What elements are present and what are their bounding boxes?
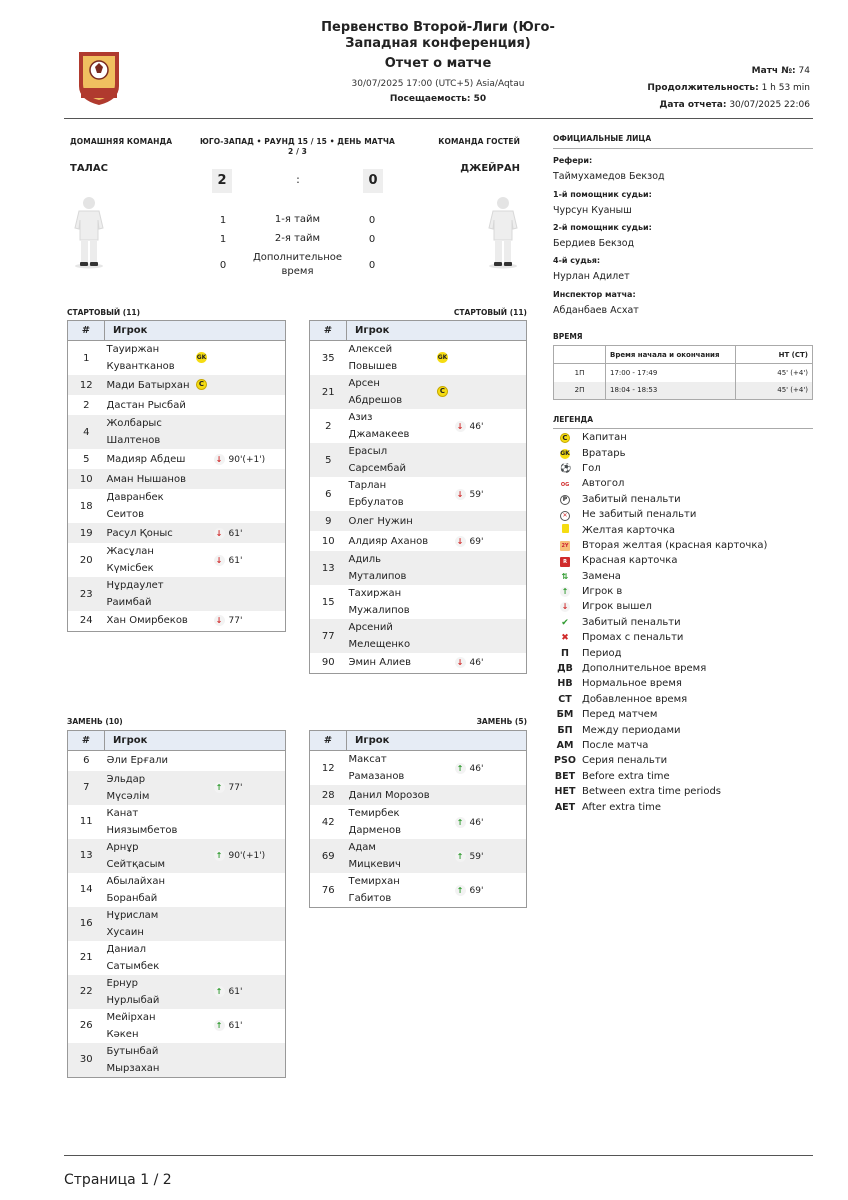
player-row (68, 873, 286, 907)
sub-minute: 61' (228, 555, 243, 566)
legend-divider (553, 428, 813, 429)
home-score: 2 (212, 169, 232, 193)
page-number: Страница 1 / 2 (64, 1172, 172, 1188)
legend-abbr: HET (554, 786, 576, 798)
player-row (68, 1009, 286, 1043)
legend-text: Капитан (582, 432, 627, 444)
legend-item (553, 507, 767, 522)
sub-minute: 46' (469, 763, 484, 774)
player-name: Темирбек Дарменов (348, 808, 402, 836)
sub-minute: 61' (228, 1021, 243, 1031)
official-assistant-1: 1-й помощник судьи: Чурсун Куаныш (553, 190, 652, 216)
home-kit-icon (72, 196, 106, 270)
legend-abbr: ДВ (557, 663, 573, 675)
player-number: 11 (79, 816, 93, 827)
player-out-icon: ↓ (455, 421, 466, 432)
player-in-icon: ↑ (214, 986, 225, 997)
player-row (310, 653, 527, 673)
player-number: 15 (321, 596, 335, 608)
sub-minute: 61' (228, 528, 243, 539)
home-team-name: ТАЛАС (70, 163, 108, 174)
player-in-icon: ↑ (455, 763, 466, 774)
player-number: 90 (321, 657, 335, 669)
legend-text: Между периодами (582, 724, 681, 736)
score-separator: : (296, 173, 300, 186)
player-name: Ернур Нурлыбай (105, 975, 190, 1009)
legend-item (553, 476, 767, 491)
legend-text: Дополнительное время (582, 663, 707, 675)
legend-item (553, 569, 767, 584)
legend-item (553, 707, 767, 722)
player-name: Мейірхан Кәкен (106, 1011, 156, 1040)
legend-text: Нормальное время (582, 678, 682, 690)
league-logo (75, 50, 123, 106)
legend-text: Период (582, 647, 622, 659)
player-name: Тарлан Ербулатов (348, 480, 404, 508)
player-number: 4 (68, 415, 105, 449)
player-name: Абылайхан Боранбай (106, 875, 166, 904)
player-number: 14 (79, 884, 93, 895)
legend-abbr: НВ (557, 678, 573, 690)
time-table: Время начала и окончания HT (СТ) 1П 17:00 - 17:49 45' (+4') 2П 18:04 - 18:53 45' (+4') (553, 345, 813, 400)
legend-pso-scored-icon: ✔ (561, 617, 569, 628)
player-number: 69 (310, 839, 347, 873)
player-name: Расул Қоныс (105, 523, 190, 543)
player-out-icon: ↓ (214, 615, 225, 626)
player-name: Эмин Алиев (348, 657, 412, 669)
player-out-icon: ↓ (214, 528, 225, 539)
captain-icon: C (196, 379, 207, 390)
sub-minute: 59' (469, 489, 484, 500)
player-row (68, 415, 286, 449)
player-out-icon: ↓ (455, 657, 466, 668)
player-name: Эльдар Мүсәлім (105, 771, 190, 805)
legend-text: Перед матчем (582, 709, 658, 721)
legend-text: Before extra time (582, 770, 670, 782)
player-row (310, 443, 527, 477)
player-row (310, 477, 527, 511)
player-row (310, 409, 527, 443)
legend-title: ЛЕГЕНДА (553, 415, 594, 424)
player-name: Максат Рамазанов (348, 754, 405, 782)
player-row (68, 975, 286, 1009)
legend-item (553, 738, 767, 753)
player-row (68, 341, 286, 376)
legend-in-icon: ↑ (561, 587, 569, 597)
legend-pso-missed-icon: ✖ (561, 633, 569, 644)
legend-text: Гол (582, 462, 601, 474)
col-number-header: # (68, 321, 105, 341)
legend-item (553, 692, 767, 707)
player-row (310, 873, 527, 908)
legend-abbr: СТ (558, 693, 572, 705)
sub-minute: 61' (228, 987, 243, 997)
player-number: 28 (310, 785, 347, 805)
attendance: Посещаемость: 50 (389, 94, 487, 104)
player-name: Әли Ерғали (106, 755, 169, 767)
player-name: Тауиржан Кувантканов (106, 344, 175, 372)
player-number: 12 (321, 762, 335, 774)
sub-minute: 69' (469, 885, 484, 896)
legend-text: Игрок вышел (582, 601, 652, 613)
legend-item (553, 553, 767, 568)
player-number: 35 (321, 352, 335, 364)
report-title: Первенство Второй-Лиги (Юго-Западная конференция) (321, 20, 555, 51)
col-player-header: Игрок (105, 321, 286, 341)
player-name: Данил Морозов (347, 785, 431, 805)
player-row (310, 839, 527, 873)
player-number: 9 (310, 511, 347, 531)
legend-own-goal-icon: OG (560, 481, 570, 488)
match-meta: Матч №: 74 Продолжительность: 1 h 53 min Дата отчета: 30/07/2025 22:06 (647, 66, 810, 110)
player-row (310, 619, 527, 653)
legend-text: Игрок в (582, 586, 623, 598)
legend-item (553, 461, 767, 476)
player-name: Мади Батырхан (105, 375, 190, 395)
player-number: 26 (79, 1020, 93, 1031)
player-name: Жолбарыс Шалтенов (105, 415, 190, 449)
player-row (68, 577, 286, 611)
player-row (68, 805, 286, 839)
player-name: Мадияр Абдеш (106, 453, 186, 465)
player-row (68, 1043, 286, 1078)
legend-pen-missed-icon: ✕ (553, 509, 577, 521)
player-number: 20 (79, 554, 93, 566)
legend-list (553, 430, 767, 815)
goalkeeper-icon: GK (196, 354, 207, 362)
sub-minute: 59' (469, 851, 484, 862)
legend-item (553, 445, 767, 460)
player-number: 13 (310, 551, 347, 585)
officials-title: ОФИЦИАЛЬНЫЕ ЛИЦА (553, 134, 652, 143)
legend-text: Забитый пенальти (582, 616, 681, 628)
player-name: Азиз Джамакеев (348, 412, 410, 440)
player-number: 10 (68, 469, 105, 489)
player-out-icon: ↓ (214, 454, 225, 465)
player-row (68, 941, 286, 975)
legend-abbr: BET (554, 770, 576, 782)
player-in-icon: ↑ (214, 850, 225, 861)
legend-item (553, 784, 767, 799)
legend-text: Серия пенальти (582, 755, 668, 767)
home-team-label: ДОМАШНЯЯ КОМАНДА (70, 137, 173, 146)
time-row: 1П 17:00 - 17:49 45' (+4') (554, 364, 813, 382)
player-number: 5 (83, 453, 90, 465)
player-number: 77 (310, 619, 347, 653)
legend-text: Не забитый пенальти (582, 509, 697, 521)
sub-minute: 77' (228, 783, 243, 793)
player-number: 16 (68, 907, 105, 941)
player-row (68, 543, 286, 577)
footer-divider (64, 1155, 813, 1156)
away-team-name: ДЖЕЙРАН (460, 163, 520, 174)
legend-text: Вратарь (582, 447, 626, 459)
away-starting-label: СТАРТОВЫЙ (11) (453, 308, 527, 317)
legend-abbr: PSO (554, 755, 576, 767)
legend-item (553, 492, 767, 507)
legend-text: Добавленное время (582, 693, 688, 705)
legend-captain-icon: C (553, 432, 577, 443)
player-number: 42 (321, 816, 335, 828)
legend-abbr: БМ (556, 709, 574, 721)
sub-minute: 46' (469, 658, 484, 669)
player-in-icon: ↑ (214, 1020, 225, 1031)
player-name: Темирхан Габитов (348, 876, 400, 904)
legend-abbr: П (561, 647, 569, 659)
col-number-header: # (310, 321, 347, 341)
legend-text: Забитый пенальти (582, 493, 681, 505)
legend-abbr: AET (554, 801, 576, 813)
player-name: Бутынбай Мырзахан (105, 1043, 190, 1078)
legend-gk-icon: GK (560, 450, 570, 458)
legend-item (553, 676, 767, 691)
player-number: 18 (79, 500, 93, 512)
legend-text: Вторая желтая (красная карточка) (582, 539, 768, 551)
legend-abbr: БП (557, 724, 573, 736)
player-row (310, 751, 527, 786)
player-number: 24 (79, 615, 93, 627)
player-out-icon: ↓ (455, 489, 466, 500)
player-number: 10 (321, 535, 335, 547)
home-starting-label: СТАРТОВЫЙ (11) (67, 308, 141, 317)
player-number: 21 (310, 375, 347, 409)
home-subs-label: ЗАМЕНЬ (10) (67, 717, 123, 726)
legend-red-icon: R (553, 555, 577, 567)
away-subs-table (309, 730, 527, 908)
player-row (310, 585, 527, 619)
col-player-header: Игрок (347, 731, 527, 751)
official-referee: Рефери: Таймухамедов Бекзод (553, 156, 665, 182)
player-row (68, 751, 286, 771)
player-number: 6 (325, 488, 332, 500)
legend-text: Between extra time periods (582, 786, 722, 798)
player-row (68, 839, 286, 873)
time-row: 2П 18:04 - 18:53 45' (+4') (554, 382, 813, 400)
official-fourth: 4-й судья: Нурлан Адилет (553, 256, 630, 282)
player-number: 2 (325, 420, 332, 432)
legend-out-icon: ↓ (561, 602, 569, 612)
legend-item (553, 799, 767, 814)
time-title: ВРЕМЯ (553, 332, 583, 341)
captain-icon: C (437, 386, 448, 397)
round-info: ЮГО-ЗАПАД • РАУНД 15 / 15 • ДЕНЬ МАТЧА 2 / 3 (200, 137, 395, 156)
player-row (68, 611, 286, 631)
player-number: 1 (83, 352, 90, 364)
legend-item (553, 538, 767, 553)
match-datetime: 30/07/2025 17:00 (UTC+5) Asia/Aqtau (351, 79, 525, 89)
player-row (68, 907, 286, 941)
sub-minute: 69' (469, 536, 484, 547)
player-number: 2 (83, 399, 90, 411)
away-subs-label: ЗАМЕНЬ (5) (476, 717, 527, 726)
player-row (310, 551, 527, 585)
player-row (68, 375, 286, 395)
player-row (68, 469, 286, 489)
period-row: 1 1-я тайм 0 (219, 214, 376, 226)
player-name: Аман Нышанов (105, 469, 190, 489)
player-row (68, 395, 286, 415)
player-name: Дастан Рысбай (106, 399, 186, 411)
legend-item (553, 584, 767, 599)
header-divider (64, 118, 813, 119)
player-name: Адиль Муталипов (347, 551, 431, 585)
official-inspector: Инспектор матча: Абданбаев Асхат (553, 290, 639, 316)
player-number: 12 (68, 375, 105, 395)
player-row (68, 771, 286, 805)
player-name: Ерасыл Сарсембай (347, 443, 431, 477)
col-number-header: # (310, 731, 347, 751)
sub-minute: 77' (228, 616, 243, 627)
player-row (310, 341, 527, 376)
legend-item (553, 630, 767, 645)
away-team-label: КОМАНДА ГОСТЕЙ (438, 137, 520, 146)
sub-minute: 46' (469, 421, 484, 432)
player-name: Тахиржан Мужалипов (348, 588, 410, 616)
legend-item (553, 599, 767, 614)
player-name: Давранбек Сеитов (106, 492, 164, 520)
legend-item (553, 769, 767, 784)
player-name: Нұрислам Хусаин (105, 907, 190, 941)
player-name: Арсений Мелещенко (347, 619, 431, 653)
player-name: Олег Нужин (347, 511, 431, 531)
player-in-icon: ↑ (455, 817, 466, 828)
legend-yellow-icon (553, 524, 577, 536)
player-row (310, 375, 527, 409)
player-out-icon: ↓ (455, 536, 466, 547)
official-assistant-2: 2-й помощник судьи: Бердиев Бекзод (553, 223, 652, 249)
player-row (310, 785, 527, 805)
legend-item (553, 722, 767, 737)
legend-second-yellow-icon: 2Y (561, 543, 569, 550)
legend-sub-icon: ⇅ (561, 571, 569, 581)
legend-goal-icon: ⚽ (560, 463, 572, 474)
player-row (310, 531, 527, 551)
player-number: 21 (79, 952, 93, 963)
player-name: Алексей Повышев (348, 344, 398, 372)
legend-text: Замена (582, 570, 621, 582)
legend-text: После матча (582, 740, 649, 751)
player-name: Жасұлан Күмісбек (106, 546, 154, 574)
home-starting-table (67, 320, 286, 632)
player-row (68, 523, 286, 543)
player-in-icon: ↑ (214, 782, 225, 793)
legend-abbr: АМ (556, 740, 574, 751)
legend-text: Желтая карточка (582, 524, 675, 536)
legend-text: Автогол (582, 478, 625, 490)
player-name: Канат Ниязымбетов (106, 807, 178, 836)
legend-item (553, 661, 767, 676)
legend-text: After extra time (582, 801, 662, 813)
player-number: 30 (68, 1043, 105, 1078)
col-number-header: # (68, 731, 105, 751)
player-name: Алдияр Аханов (348, 535, 429, 547)
player-name: Арнұр Сейтқасым (105, 839, 190, 873)
player-out-icon: ↓ (214, 555, 225, 566)
player-name: Даниал Сатымбек (106, 943, 160, 972)
legend-item (553, 430, 767, 445)
player-number: 76 (321, 884, 335, 896)
legend-pen-scored-icon: P (553, 493, 577, 505)
player-number: 22 (68, 975, 105, 1009)
player-row (68, 449, 286, 469)
period-row: 0 Дополнительное время 0 (219, 252, 376, 277)
player-row (310, 511, 527, 531)
home-subs-table (67, 730, 286, 1078)
away-starting-table (309, 320, 527, 674)
report-subtitle: Отчет о матче (384, 56, 492, 71)
legend-text: Промах с пенальти (582, 632, 684, 644)
player-number: 5 (310, 443, 347, 477)
legend-item (553, 522, 767, 537)
officials-divider (553, 148, 813, 149)
player-row (310, 805, 527, 839)
player-name: Хан Омирбеков (106, 615, 188, 627)
away-kit-icon (486, 196, 520, 270)
player-name: Нұрдаулет Раимбай (105, 577, 190, 611)
player-number: 7 (68, 771, 105, 805)
col-player-header: Игрок (105, 731, 286, 751)
away-score: 0 (363, 169, 383, 193)
player-name: Адам Мицкевич (347, 839, 431, 873)
legend-item (553, 615, 767, 630)
sub-minute: 46' (469, 817, 484, 828)
sub-minute: 90'(+1') (228, 454, 266, 465)
period-row: 1 2-я тайм 0 (219, 233, 376, 245)
sub-minute: 90'(+1') (228, 851, 266, 861)
player-name: Арсен Абдрешов (347, 375, 431, 409)
player-in-icon: ↑ (455, 885, 466, 896)
player-row (68, 489, 286, 523)
legend-item (553, 753, 767, 768)
col-player-header: Игрок (347, 321, 527, 341)
goalkeeper-icon: GK (437, 354, 448, 362)
player-in-icon: ↑ (455, 851, 466, 862)
legend-item (553, 645, 767, 660)
legend-text: Красная карточка (582, 555, 678, 567)
player-number: 6 (83, 755, 90, 767)
player-number: 13 (68, 839, 105, 873)
player-number: 19 (68, 523, 105, 543)
player-number: 23 (68, 577, 105, 611)
